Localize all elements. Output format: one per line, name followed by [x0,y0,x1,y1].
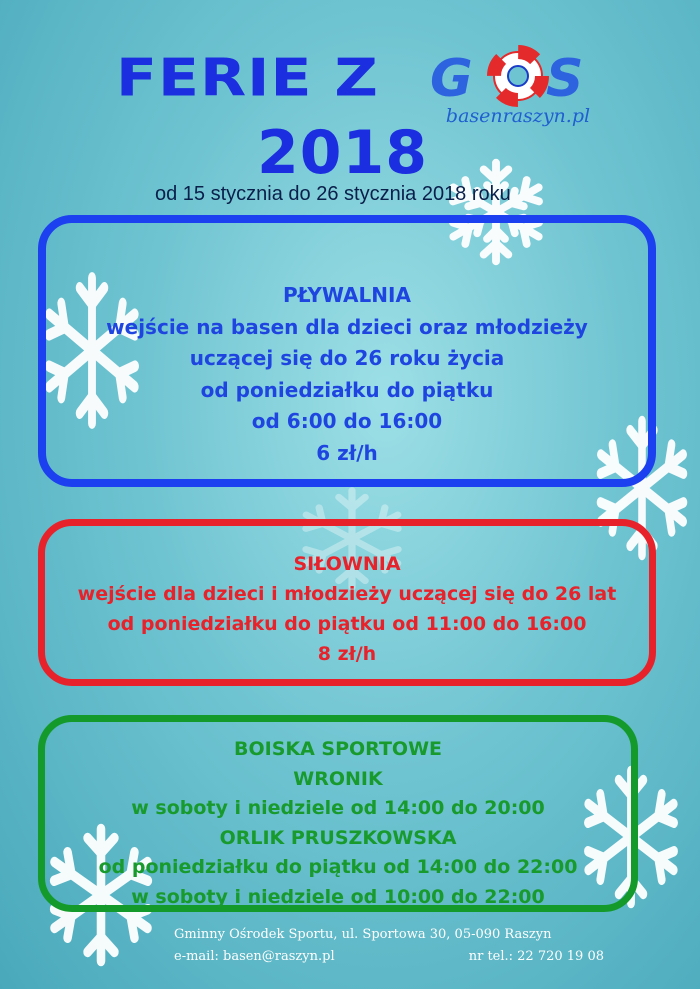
pool-price: 6 zł/h [316,440,378,465]
footer [174,925,614,969]
gym-section [38,519,656,686]
gym-line: wejście dla dzieci i młodzieży uczącej się do 26 lat [77,583,617,605]
gym-price: 8 zł/h [317,643,377,665]
pool-line: od 6:00 do 16:00 [251,409,443,433]
pool-line: od poniedziałku do piątku [200,377,494,402]
logo-website: basenraszyn.pl [445,105,591,127]
svg-text:G: G [430,49,473,109]
lifebuoy-icon [494,52,542,100]
date-range: od 15 stycznia do 26 stycznia 2018 roku [155,183,511,205]
pool-line: wejście na basen dla dzieci oraz młodzieży [106,314,588,339]
fields-hours: od poniedziałku do piątku od 14:00 do 22:00 [98,856,578,878]
poster-title: FERIE Z [116,48,379,109]
poster-title-year: 2018 [257,118,428,188]
fields-hours: w soboty i niedziele od 10:00 do 22:00 [131,885,545,908]
footer-email: e-mail: basen@raszyn.pl [174,949,335,964]
footer-phone: nr tel.: 22 720 19 08 [468,949,604,964]
svg-text:S: S [546,49,584,109]
gym-line: od poniedziałku do piątku od 11:00 do 16:00 [107,613,587,635]
sports-fields-section [38,715,638,912]
pool-section [38,215,656,487]
fields-venue-wronik: WRONIK [293,767,383,790]
fields-heading: BOISKA SPORTOWE [233,738,443,760]
pool-heading: PŁYWALNIA [283,283,411,307]
fields-venue-orlik: ORLIK PRUSZKOWSKA [219,826,457,849]
footer-address: Gminny Ośrodek Sportu, ul. Sportowa 30, 05-090 Raszyn [174,927,552,942]
gym-heading: SIŁOWNIA [293,553,401,575]
pool-line: uczącej się do 26 roku życia [189,346,505,370]
fields-hours: w soboty i niedziele od 14:00 do 20:00 [131,797,545,819]
